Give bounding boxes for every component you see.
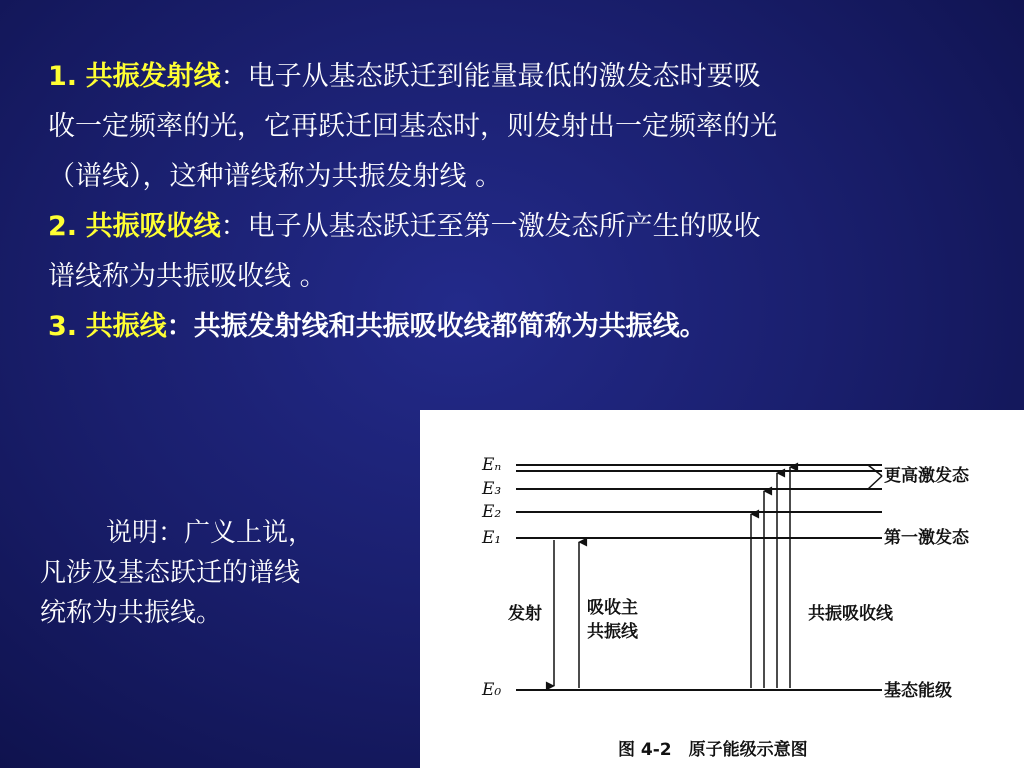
item-3-colon: ： bbox=[166, 311, 194, 342]
note-line-3: 统称为共振线。 bbox=[40, 598, 223, 628]
item-1-colon: ： bbox=[220, 61, 248, 92]
resonance-absorption-label: 共振吸收线 bbox=[808, 604, 893, 624]
item-3-line-1 bbox=[48, 302, 988, 352]
item-3-term: 共振线 bbox=[85, 311, 167, 342]
figure-caption: 图 4-2 原子能级示意图 bbox=[618, 740, 808, 760]
slide-text-block bbox=[48, 52, 988, 352]
absorption-main-label-1: 吸收主 bbox=[587, 598, 638, 618]
item-2-term: 共振吸收线 bbox=[85, 211, 221, 242]
label-ground-level: 基态能级 bbox=[884, 681, 952, 701]
label-higher-excited: 更高激发态 bbox=[884, 466, 969, 486]
item-1-line-2: 收一定频率的光，它再跃迁回基态时，则发射出一定频率的光 bbox=[48, 111, 777, 142]
note-line-2: 凡涉及基态跃迁的谱线 bbox=[40, 558, 301, 588]
explanation-note bbox=[40, 513, 400, 633]
item-3-text-1: 共振发射线和共振吸收线都简称为共振线。 bbox=[193, 311, 707, 342]
absorption-main-label-2: 共振线 bbox=[587, 622, 638, 642]
item-2-text-1: 电子从基态跃迁至第一激发态所产生的吸收 bbox=[247, 211, 761, 242]
connector-higher-2 bbox=[868, 476, 882, 489]
item-2-colon: ： bbox=[220, 211, 248, 242]
item-1-line-3: （谱线），这种谱线称为共振发射线 。 bbox=[48, 161, 503, 192]
label-en: Eₙ bbox=[482, 455, 502, 475]
item-1-number: 1. bbox=[48, 61, 78, 92]
item-1-text-1: 电子从基态跃迁到能量最低的激发态时要吸 bbox=[247, 61, 761, 92]
label-first-excited: 第一激发态 bbox=[884, 528, 969, 548]
item-2-line-2: 谱线称为共振吸收线 。 bbox=[48, 261, 327, 292]
note-line-1: 说明：广义上说， bbox=[106, 518, 315, 548]
label-e2: E₂ bbox=[482, 502, 502, 522]
item-2-line-1 bbox=[48, 202, 988, 252]
label-e0: E₀ bbox=[482, 680, 502, 700]
energy-level-figure bbox=[420, 410, 1024, 768]
item-1-term: 共振发射线 bbox=[85, 61, 221, 92]
label-e1: E₁ bbox=[482, 528, 502, 548]
label-e3: E₃ bbox=[482, 479, 502, 499]
item-1-line-1 bbox=[48, 52, 988, 102]
emission-label: 发射 bbox=[508, 604, 542, 624]
item-3-number: 3. bbox=[48, 311, 78, 342]
item-2-number: 2. bbox=[48, 211, 78, 242]
energy-level-diagram bbox=[420, 410, 1024, 768]
